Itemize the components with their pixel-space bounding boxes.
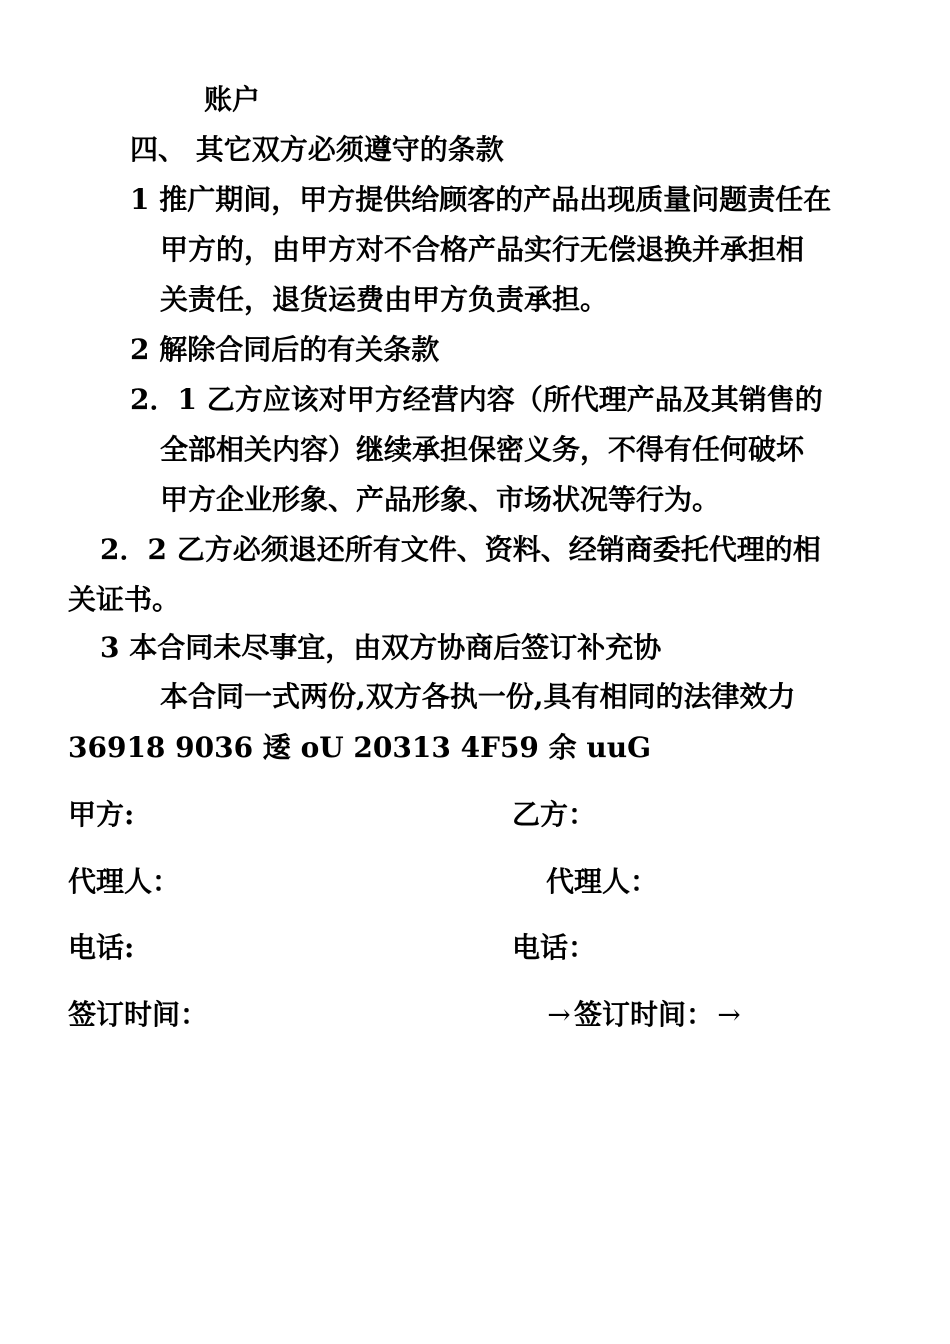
tab-arrow-icon: →: [547, 998, 571, 1031]
clause-2-1-line-3: 甲方企业形象、产品形象、市场状况等行为。: [160, 483, 721, 516]
clause-3: 3 本合同未尽事宜，由双方协商后签订补充协: [100, 631, 662, 664]
agent-a-label: 代理人：: [68, 865, 181, 898]
phone-b-label: 电话：: [512, 931, 597, 964]
clause-2-2-line-2: 关证书。: [68, 583, 181, 616]
clause-2-heading: 2 解除合同后的有关条款: [130, 333, 440, 366]
text-line-account: 账户: [204, 83, 261, 116]
phone-a-label: 电话:: [68, 931, 135, 964]
agent-b-label: 代理人：: [546, 865, 659, 898]
copies-statement: 本合同一式两份,双方各执一份,具有相同的法律效力: [160, 680, 796, 713]
party-a-label: 甲方:: [68, 798, 135, 831]
date-b-row: [544, 995, 744, 1035]
clause-2-2-line-1: 2．2 乙方必须退还所有文件、资料、经销商委托代理的相: [100, 533, 821, 566]
clause-1-line-2: 甲方的，由甲方对不合格产品实行无偿退换并承担相: [160, 233, 805, 266]
date-a-label: 签订时间：: [68, 998, 209, 1031]
date-b-label: 签订时间：: [574, 998, 715, 1031]
tab-arrow-icon: →: [717, 998, 741, 1031]
clause-1-line-1: 1 推广期间，甲方提供给顾客的产品出现质量问题责任在: [130, 183, 832, 216]
code-line: 36918 9036 逶 oU 20313 4F59 余 uuG: [68, 731, 652, 764]
section-heading-4: 四、 其它双方必须遵守的条款: [130, 133, 504, 166]
party-b-label: 乙方：: [512, 798, 597, 831]
clause-2-1-line-1: 2．1 乙方应该对甲方经营内容（所代理产品及其销售的: [130, 383, 823, 416]
clause-1-line-3: 关责任，退货运费由甲方负责承担。: [160, 283, 609, 316]
clause-2-1-line-2: 全部相关内容）继续承担保密义务，不得有任何破坏: [160, 433, 805, 466]
